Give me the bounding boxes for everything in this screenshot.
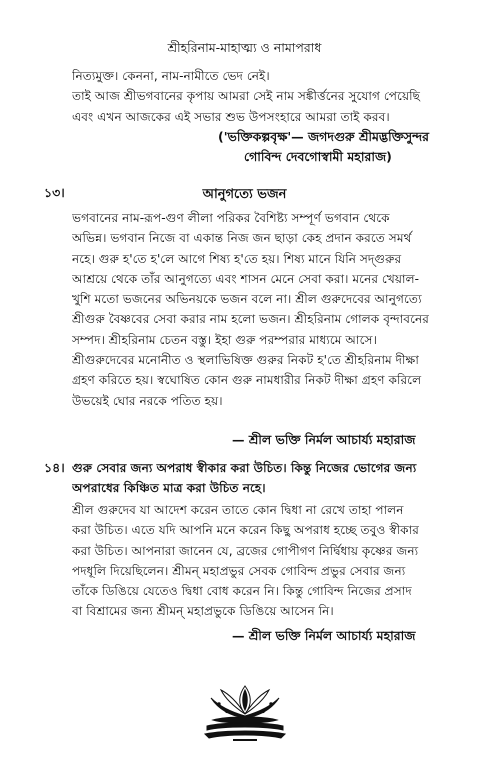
section-title: আনুগত্যে ভজন — [202, 187, 287, 202]
section-number: ১৩। — [44, 185, 65, 200]
section13-body — [72, 208, 452, 411]
intro-line: নিত্যমুক্ত। কেননা, নাম-নামীতে ভেদ নেই। — [72, 69, 270, 83]
title-line: গুরু সেবার জন্য অপরাধ স্বীকার করা উচিত। কিন্তু নিজের ভোগের জন্য — [72, 461, 417, 475]
intro-line: তাই আজ শ্রীভগবানের কৃপায় আমরা সেই নাম সঙ্কীর্ত্তনের সুযোগ পেয়েছি — [72, 89, 420, 104]
section14-title — [72, 458, 452, 498]
section13-source: — শ্রীল ভক্তি নির্মল আচার্য্য মহারাজ — [232, 432, 416, 447]
running-header: শ্রীহরিনাম-মাহাত্ম্য ও নামাপরাধ — [167, 40, 322, 55]
section14-body — [72, 500, 452, 622]
body-line: বা বিশ্রামের জন্য শ্রীমন্ মহাপ্রভুকে ডিঙিয়ে আসেন নি। — [72, 604, 334, 619]
section14-source: — শ্রীল ভক্তি নির্মল আচার্য্য মহারাজ — [232, 628, 416, 643]
body-line: খুশি মতো ভজনের অভিনয়কে ভজন বলে না। শ্রীল গুরুদেবের আনুগত্যে — [72, 292, 422, 307]
body-line: শ্রীগুরু বৈষ্ণবের সেবা করার নাম হলো ভজন। শ্রীহরিনাম গোলক বৃন্দাবনের — [72, 312, 429, 327]
body-line: নহে। গুরু হ'তে হ'লে আগে শিষ্য হ'তে হয়। শিষ্য মানে যিনি সদ্গুরুর — [72, 251, 402, 266]
body-line: করা উচিত। এতে যদি আপনি মনে করেন কিছু অপরাধ হচ্ছে তবুও স্বীকার — [72, 523, 419, 538]
body-line: ভগবানের নাম-রূপ-গুণ লীলা পরিকর বৈশিষ্ট্য সম্পূর্ণ ভগবান থেকে — [72, 211, 390, 225]
intro-source-line: ('ভক্তিকল্পবৃক্ষ'— জগদগুরু শ্রীমদ্ভক্তিসুন্দর — [218, 129, 430, 144]
title-line: অপরাধের কিঞ্চিত মাত্র করা উচিত নহে। — [72, 481, 266, 495]
lotus-ornament-icon — [203, 680, 287, 744]
body-line: তাঁকে ডিঙিয়ে যেতেও দ্বিধা বোধ করেন নি। কিন্তু গোবিন্দ নিজের প্রসাদ — [72, 584, 412, 599]
body-line: শ্রীল গুরুদেব যা আদেশ করেন তাতে কোন দ্বিধা না রেখে তাহা পালন — [72, 503, 404, 517]
body-line: সম্পদ। শ্রীহরিনাম চেতন বস্তু। ইহা গুরু পরম্পরার মাধ্যমে আসে। — [72, 332, 377, 347]
body-line: অভিন্ন। ভগবান নিজে বা একান্ত নিজ জন ছাড়া কেহ প্রদান করতে সমর্থ — [72, 231, 412, 246]
body-line: আশ্রয়ে থেকে তাঁর আনুগত্যে এবং শাসন মেনে সেবা করা। মনের খেয়াল- — [72, 271, 420, 286]
body-line: উভয়েই ঘোর নরকে পতিত হয়। — [72, 393, 223, 408]
body-line: পদধূলি দিয়েছিলেন। শ্রীমন্ মহাপ্রভুর সেবক গোবিন্দ প্রভুর সেবার জন্য — [72, 563, 406, 578]
body-line: করা উচিত। আপনারা জানেন যে, ব্রজের গোপীগণ নির্দ্বিধায় কৃষ্ণের জন্য — [72, 543, 419, 558]
intro-line: এবং এখন আজকের এই সভার শুভ উপসংহারে আমরা তাই করব। — [72, 109, 390, 124]
body-line: শ্রীগুরুদেবের মনোনীত ও স্থলাভিষিক্ত গুরুর নিকট হ'তে শ্রীহরিনাম দীক্ষা — [72, 353, 419, 368]
section-number: ১৪। — [44, 460, 65, 475]
intro-source-line: গোবিন্দ দেবগোস্বামী মহারাজ) — [244, 149, 392, 164]
body-line: গ্রহণ করিতে হয়। স্বঘোষিত কোন গুরু নামধারীর নিকট দীক্ষা গ্রহণ করিলে — [72, 373, 422, 388]
intro-paragraph — [72, 66, 452, 127]
